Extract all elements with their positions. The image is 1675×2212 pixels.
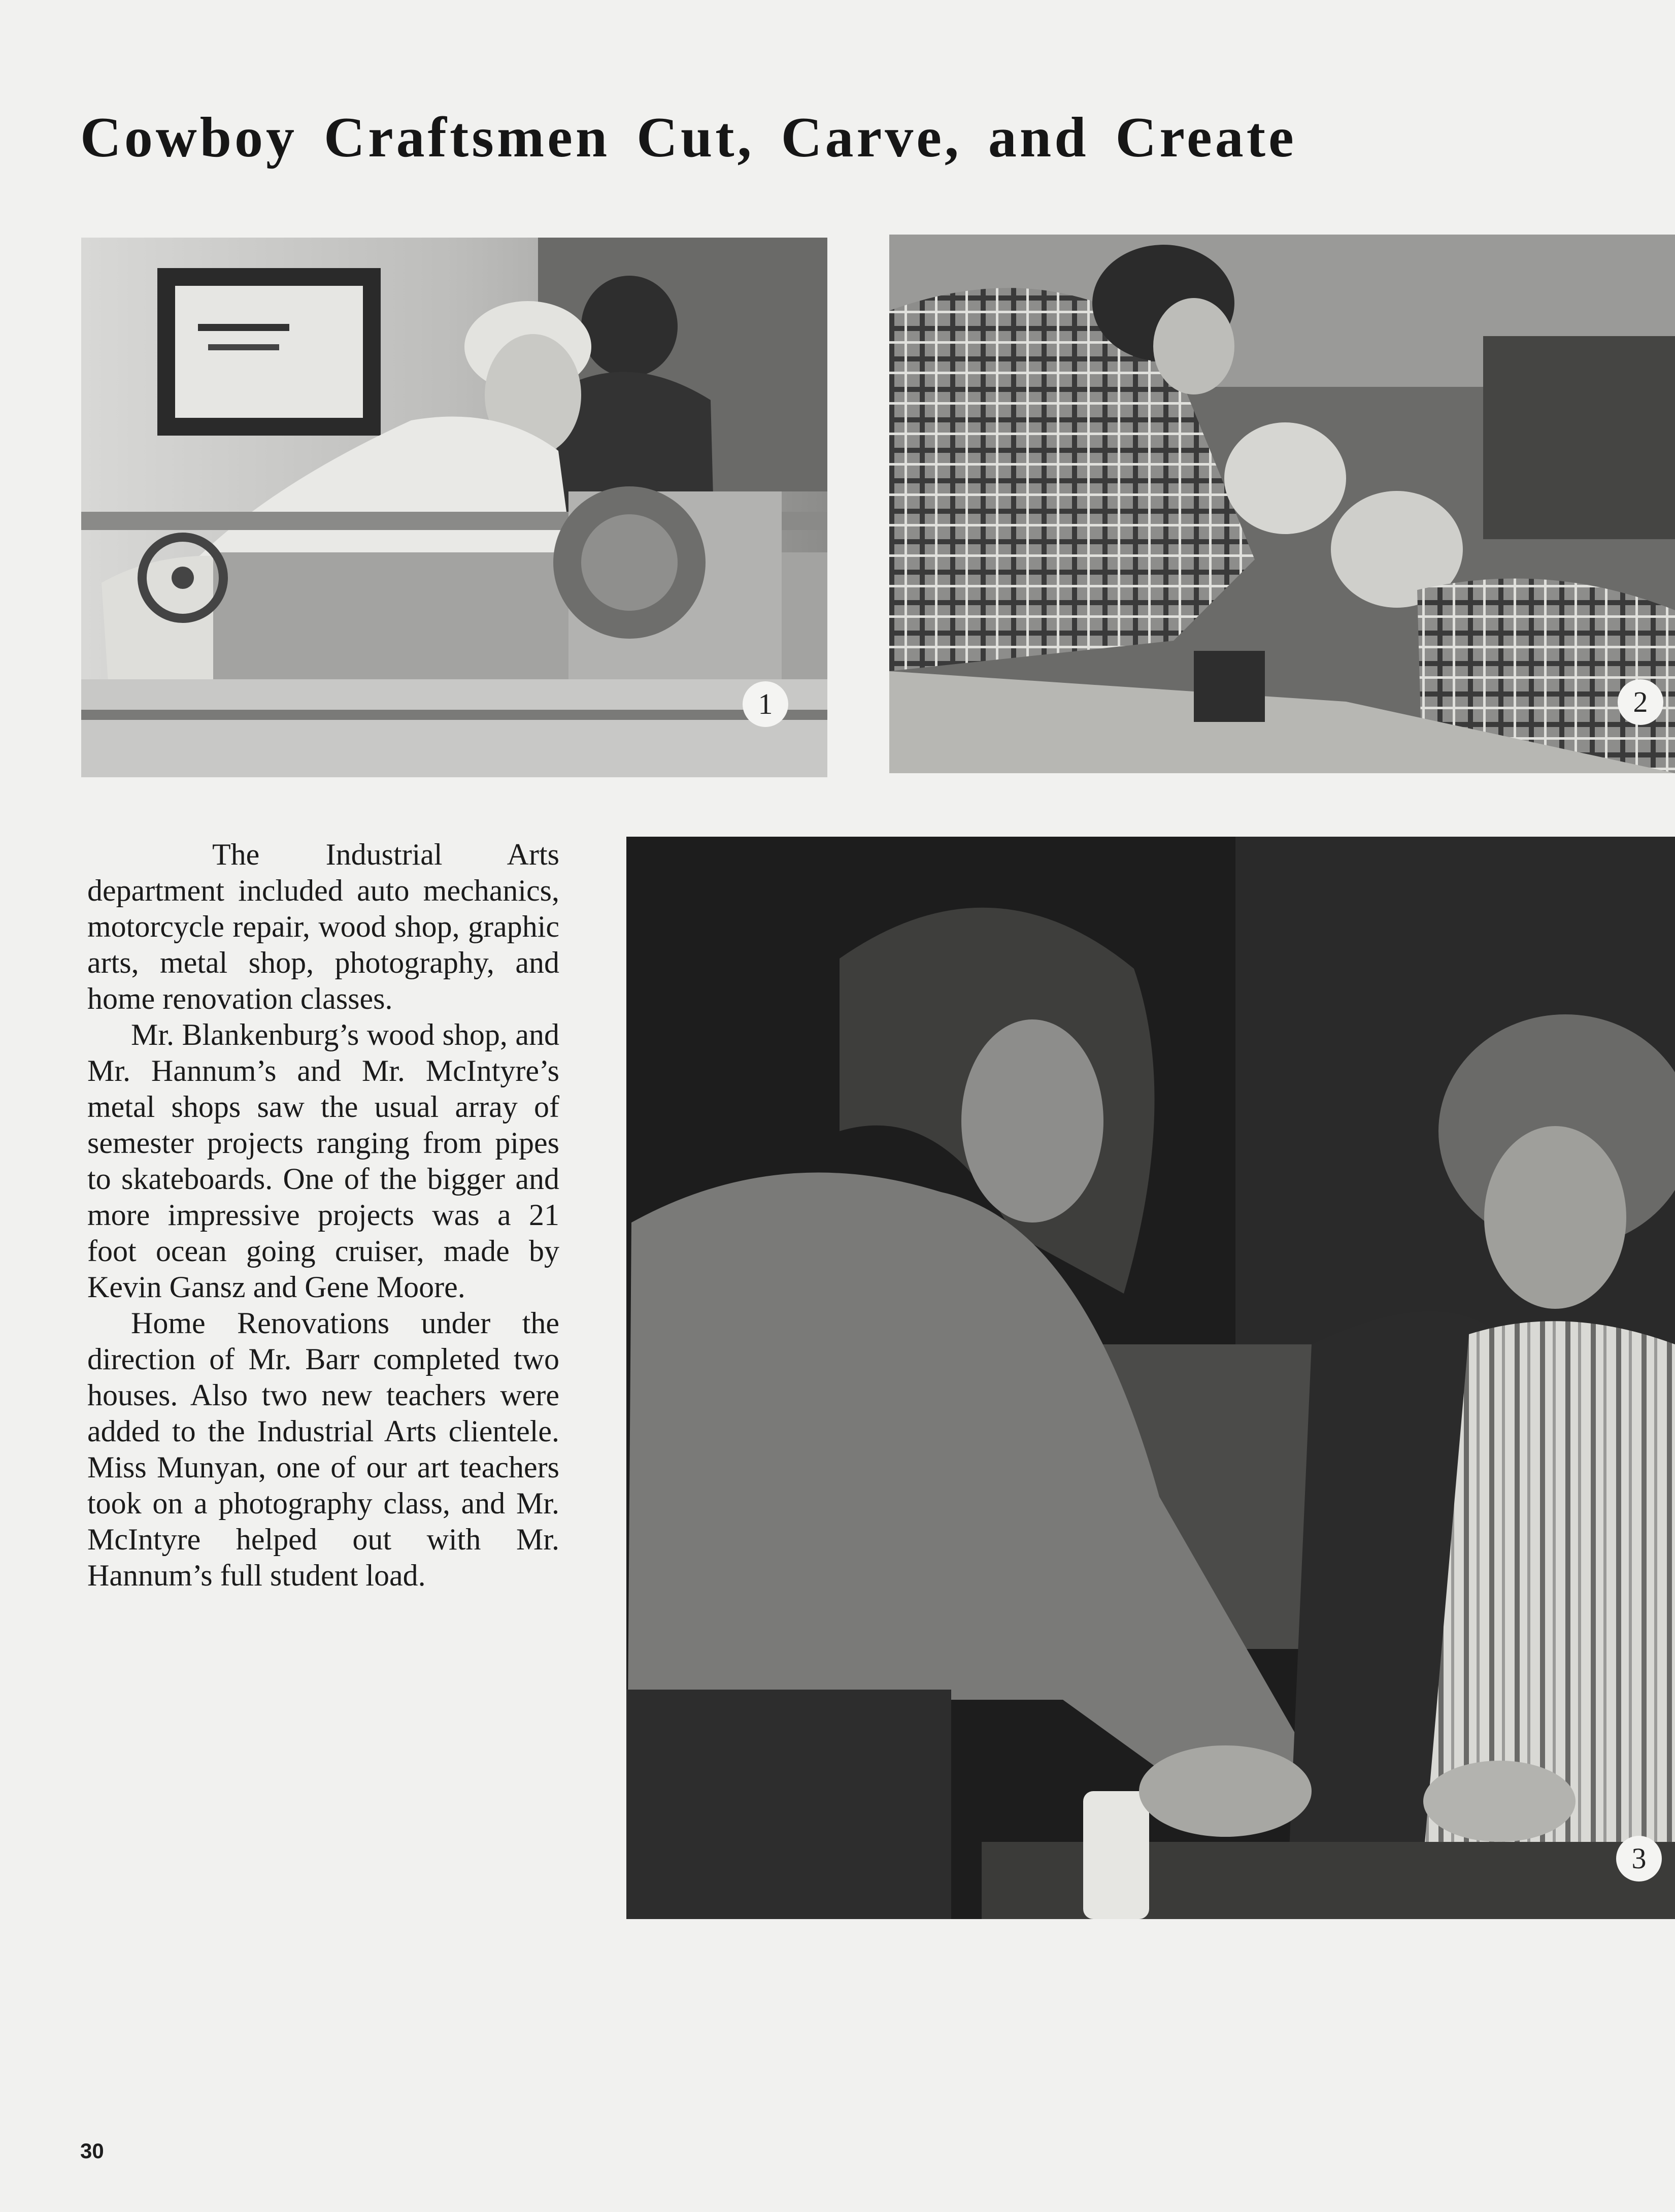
page-number: 30 bbox=[80, 2139, 104, 2163]
article-paragraph: Mr. Blankenburg’s wood shop, and Mr. Hannum’s and Mr. McIntyre’s metal shops saw the usual array of semester projects ranging from pipes to skateboards. One of the bigger and more impressive projects was a 21 foot ocean going cruiser, made by Kevin Gansz and Gene Moore. bbox=[87, 1018, 559, 1304]
photo-workbench-group bbox=[889, 235, 1675, 773]
photo-2-image bbox=[889, 235, 1675, 773]
photo-number-badge: 1 bbox=[743, 681, 788, 727]
article-paragraph: Home Renovations under the direction of Mr. Barr completed two houses. Also two new teachers were added to the Industrial Arts clientele. Miss Munyan, one of our art teachers took on a photography class, and Mr. McIntyre helped out with Mr. Hannum’s full student load. bbox=[87, 1306, 559, 1592]
photo-3-image bbox=[626, 837, 1675, 1919]
photo-number-badge: 2 bbox=[1618, 679, 1663, 725]
photo-number-badge: 3 bbox=[1616, 1836, 1662, 1881]
page-title: Cowboy Craftsmen Cut, Carve, and Create bbox=[80, 106, 1297, 169]
article-body bbox=[87, 837, 559, 1594]
photo-1-image bbox=[81, 238, 827, 777]
photo-lathe-student bbox=[81, 238, 827, 777]
photo-two-students bbox=[626, 837, 1675, 1919]
article-paragraph: The Industrial Arts department included auto mechanics, motorcycle repair, wood shop, graphic arts, metal shop, photography, and home renovation classes. bbox=[87, 838, 559, 1015]
